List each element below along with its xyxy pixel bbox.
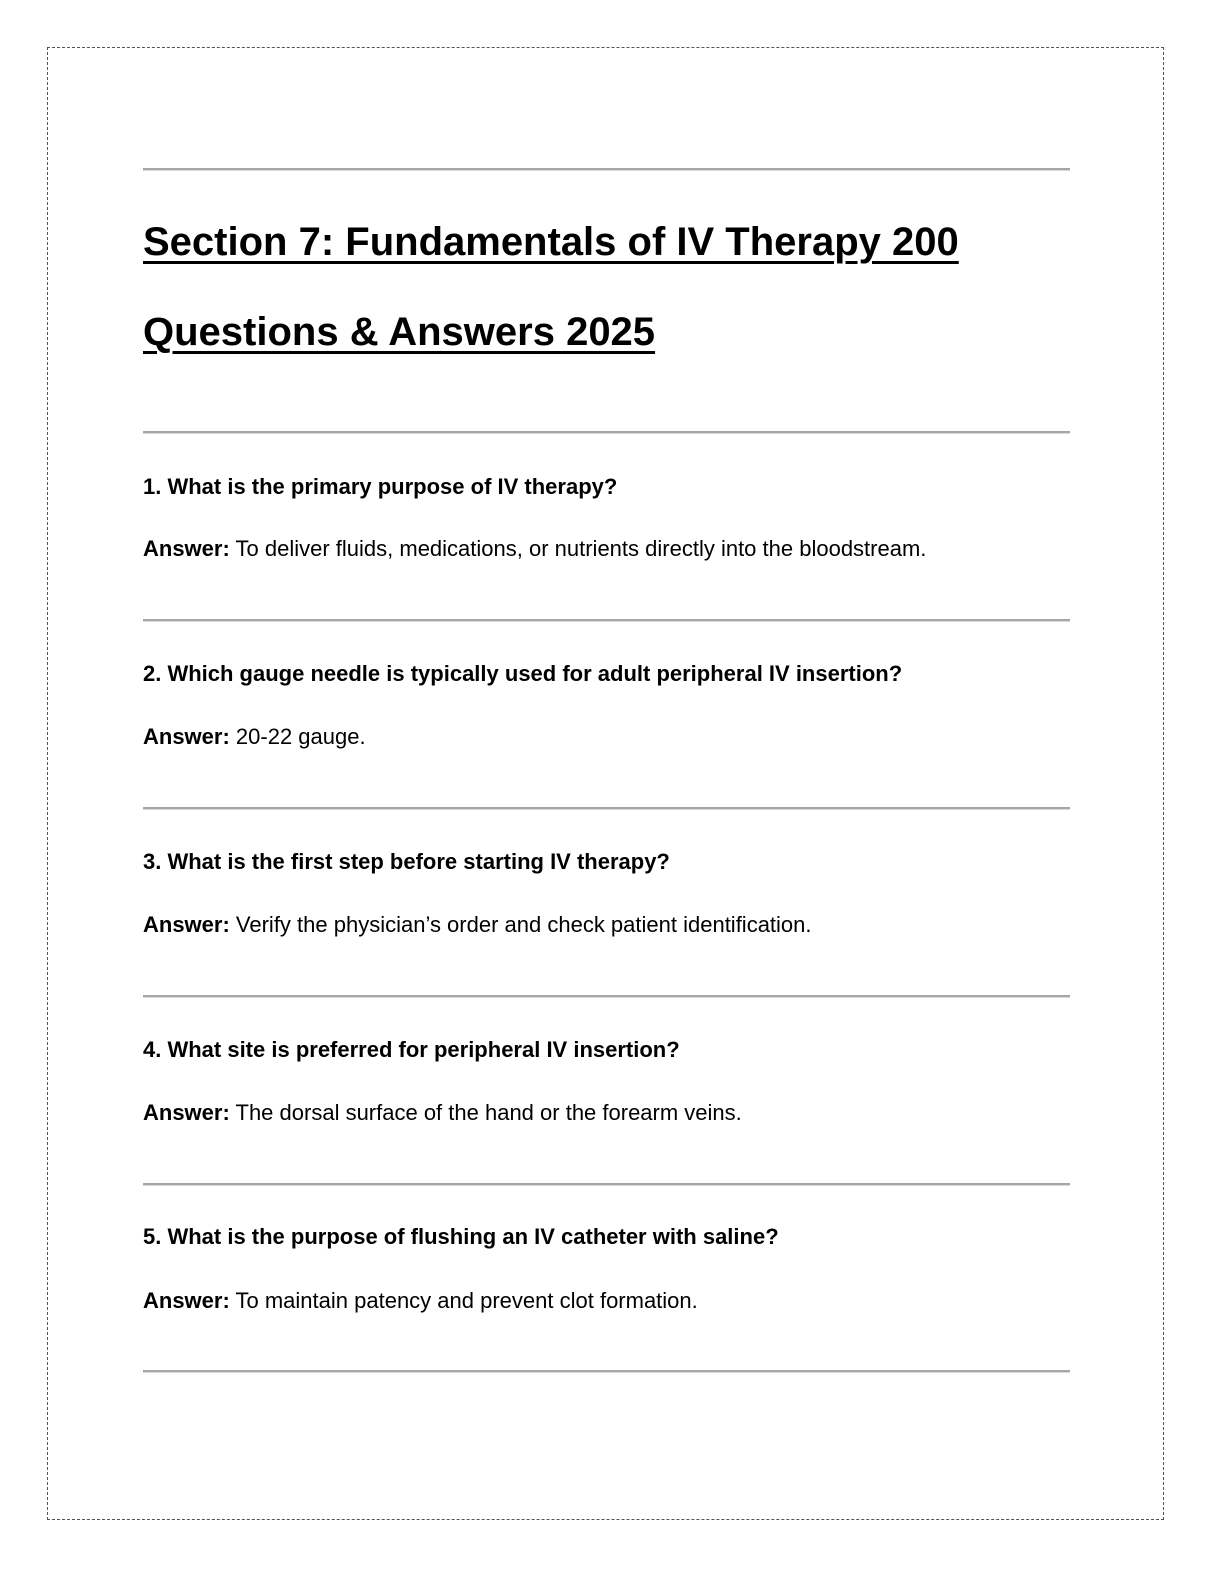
answer-label: Answer: xyxy=(143,1100,230,1125)
answer-2 xyxy=(143,726,366,748)
answer-text: Verify the physician’s order and check patient identification. xyxy=(229,912,812,937)
divider xyxy=(143,168,1070,170)
question-4: 4. What site is preferred for peripheral IV insertion? xyxy=(143,1037,680,1062)
divider xyxy=(143,1370,1070,1372)
answer-5 xyxy=(143,1290,698,1312)
answer-text: To deliver fluids, medications, or nutrients directly into the bloodstream. xyxy=(229,536,927,561)
divider xyxy=(143,619,1070,621)
answer-1 xyxy=(143,538,926,560)
answer-text: To maintain patency and prevent clot formation. xyxy=(229,1288,698,1313)
answer-label: Answer: xyxy=(143,724,230,749)
divider xyxy=(143,1183,1070,1185)
question-5: 5. What is the purpose of flushing an IV catheter with saline? xyxy=(143,1224,779,1249)
page-title-line-1: Section 7: Fundamentals of IV Therapy 200 xyxy=(143,220,959,264)
answer-label: Answer: xyxy=(143,1288,230,1313)
answer-label: Answer: xyxy=(143,536,230,561)
question-1: 1. What is the primary purpose of IV therapy? xyxy=(143,474,618,499)
question-2: 2. Which gauge needle is typically used for adult peripheral IV insertion? xyxy=(143,661,903,686)
answer-text: The dorsal surface of the hand or the forearm veins. xyxy=(229,1100,742,1125)
divider xyxy=(143,995,1070,997)
answer-text: 20-22 gauge. xyxy=(229,724,366,749)
answer-label: Answer: xyxy=(143,912,230,937)
question-3: 3. What is the first step before starting IV therapy? xyxy=(143,849,670,874)
page-title-line-2: Questions & Answers 2025 xyxy=(143,310,656,354)
answer-3 xyxy=(143,914,812,936)
divider xyxy=(143,807,1070,809)
answer-4 xyxy=(143,1102,742,1124)
divider xyxy=(143,431,1070,433)
